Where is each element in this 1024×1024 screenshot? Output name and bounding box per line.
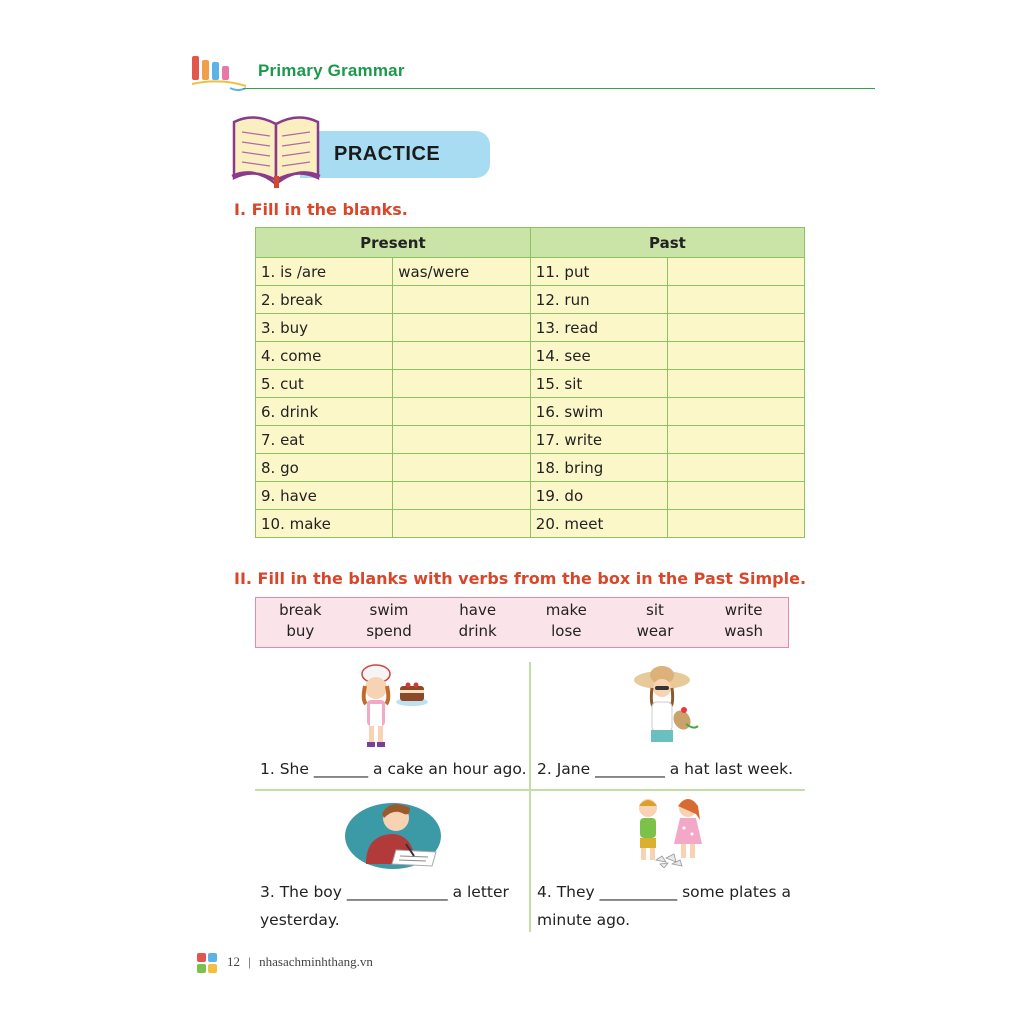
practice-label: PRACTICE — [334, 143, 441, 165]
verb-present-cell: 18. bring — [530, 454, 667, 482]
verb-present-cell: 9. have — [256, 482, 393, 510]
publisher-site: nhasachminhthang.vn — [259, 954, 373, 969]
verb-present-cell: 17. write — [530, 426, 667, 454]
grid-horizontal-divider — [255, 789, 805, 791]
answer-cell — [668, 398, 805, 426]
section2-heading: II. Fill in the blanks with verbs from the box in the Past Simple. — [234, 569, 807, 588]
header-divider — [243, 88, 875, 89]
open-book-icon — [228, 110, 324, 190]
word-box-item: make — [545, 601, 587, 619]
answer-cell — [393, 482, 531, 510]
word-box-item: have — [459, 601, 497, 619]
word-box-item: wear — [636, 622, 674, 640]
pencils-logo-icon — [190, 52, 250, 96]
word-box-item: buy — [286, 622, 315, 640]
word-box-item: write — [724, 601, 763, 619]
footer-separator: | — [248, 954, 251, 969]
verb-present-cell: 2. break — [256, 286, 393, 314]
boy-writing-letter-illustration — [344, 794, 442, 870]
table-row — [256, 482, 805, 510]
table-row — [256, 454, 805, 482]
table-row — [256, 314, 805, 342]
table-row — [256, 426, 805, 454]
word-box-item: break — [279, 601, 322, 619]
word-box-item: wash — [724, 622, 764, 640]
verb-present-cell: 12. run — [530, 286, 667, 314]
answer-cell — [668, 342, 805, 370]
verb-present-cell: 15. sit — [530, 370, 667, 398]
question-2: 2. Jane _________ a hat last week. — [537, 760, 794, 778]
verb-present-cell: 8. go — [256, 454, 393, 482]
verb-present-cell: 1. is /are — [256, 258, 393, 286]
word-box-item: lose — [551, 622, 582, 640]
answer-cell: was/were — [393, 258, 531, 286]
verb-present-cell: 10. make — [256, 510, 393, 538]
woman-sun-hat-illustration — [632, 664, 704, 752]
question-4: 4. They __________ some plates a minute ago. — [537, 883, 791, 929]
answer-cell — [668, 482, 805, 510]
answer-cell — [393, 398, 531, 426]
verb-present-cell: 6. drink — [256, 398, 393, 426]
page-number: 12 — [227, 954, 240, 969]
answer-cell — [668, 454, 805, 482]
answer-cell — [393, 510, 531, 538]
verb-present-cell: 5. cut — [256, 370, 393, 398]
verb-table — [255, 227, 805, 538]
table-row — [256, 286, 805, 314]
answer-cell — [393, 286, 531, 314]
table-row — [256, 258, 805, 286]
answer-cell — [393, 342, 531, 370]
table-row — [256, 510, 805, 538]
word-box — [255, 597, 789, 648]
verb-present-cell: 16. swim — [530, 398, 667, 426]
section1-heading: I. Fill in the blanks. — [234, 200, 408, 219]
answer-cell — [668, 314, 805, 342]
verb-present-cell: 19. do — [530, 482, 667, 510]
answer-cell — [393, 454, 531, 482]
answer-cell — [393, 426, 531, 454]
word-box-item: spend — [366, 622, 412, 640]
verb-present-cell: 14. see — [530, 342, 667, 370]
question-1: 1. She _______ a cake an hour ago. — [260, 760, 527, 778]
column-header-past: Past — [530, 228, 804, 258]
children-broken-plates-illustration — [622, 794, 714, 868]
column-header-present: Present — [256, 228, 531, 258]
verb-present-cell: 3. buy — [256, 314, 393, 342]
answer-cell — [668, 510, 805, 538]
page-footer — [227, 954, 373, 970]
answer-cell — [668, 426, 805, 454]
publisher-logo-icon — [197, 953, 217, 973]
verb-present-cell: 13. read — [530, 314, 667, 342]
table-row — [256, 398, 805, 426]
answer-cell — [668, 258, 805, 286]
verb-present-cell: 11. put — [530, 258, 667, 286]
word-box-item: sit — [646, 601, 664, 619]
verb-present-cell: 4. come — [256, 342, 393, 370]
girl-chef-cake-illustration — [352, 664, 430, 752]
answer-cell — [668, 286, 805, 314]
table-row — [256, 342, 805, 370]
answer-cell — [393, 370, 531, 398]
verb-present-cell: 7. eat — [256, 426, 393, 454]
header-title: Primary Grammar — [258, 61, 405, 80]
table-row — [256, 370, 805, 398]
answer-cell — [668, 370, 805, 398]
verb-present-cell: 20. meet — [530, 510, 667, 538]
question-3: 3. The boy _____________ a letter yesterday. — [260, 883, 509, 929]
word-box-item: swim — [369, 601, 409, 619]
answer-cell — [393, 314, 531, 342]
word-box-item: drink — [458, 622, 497, 640]
